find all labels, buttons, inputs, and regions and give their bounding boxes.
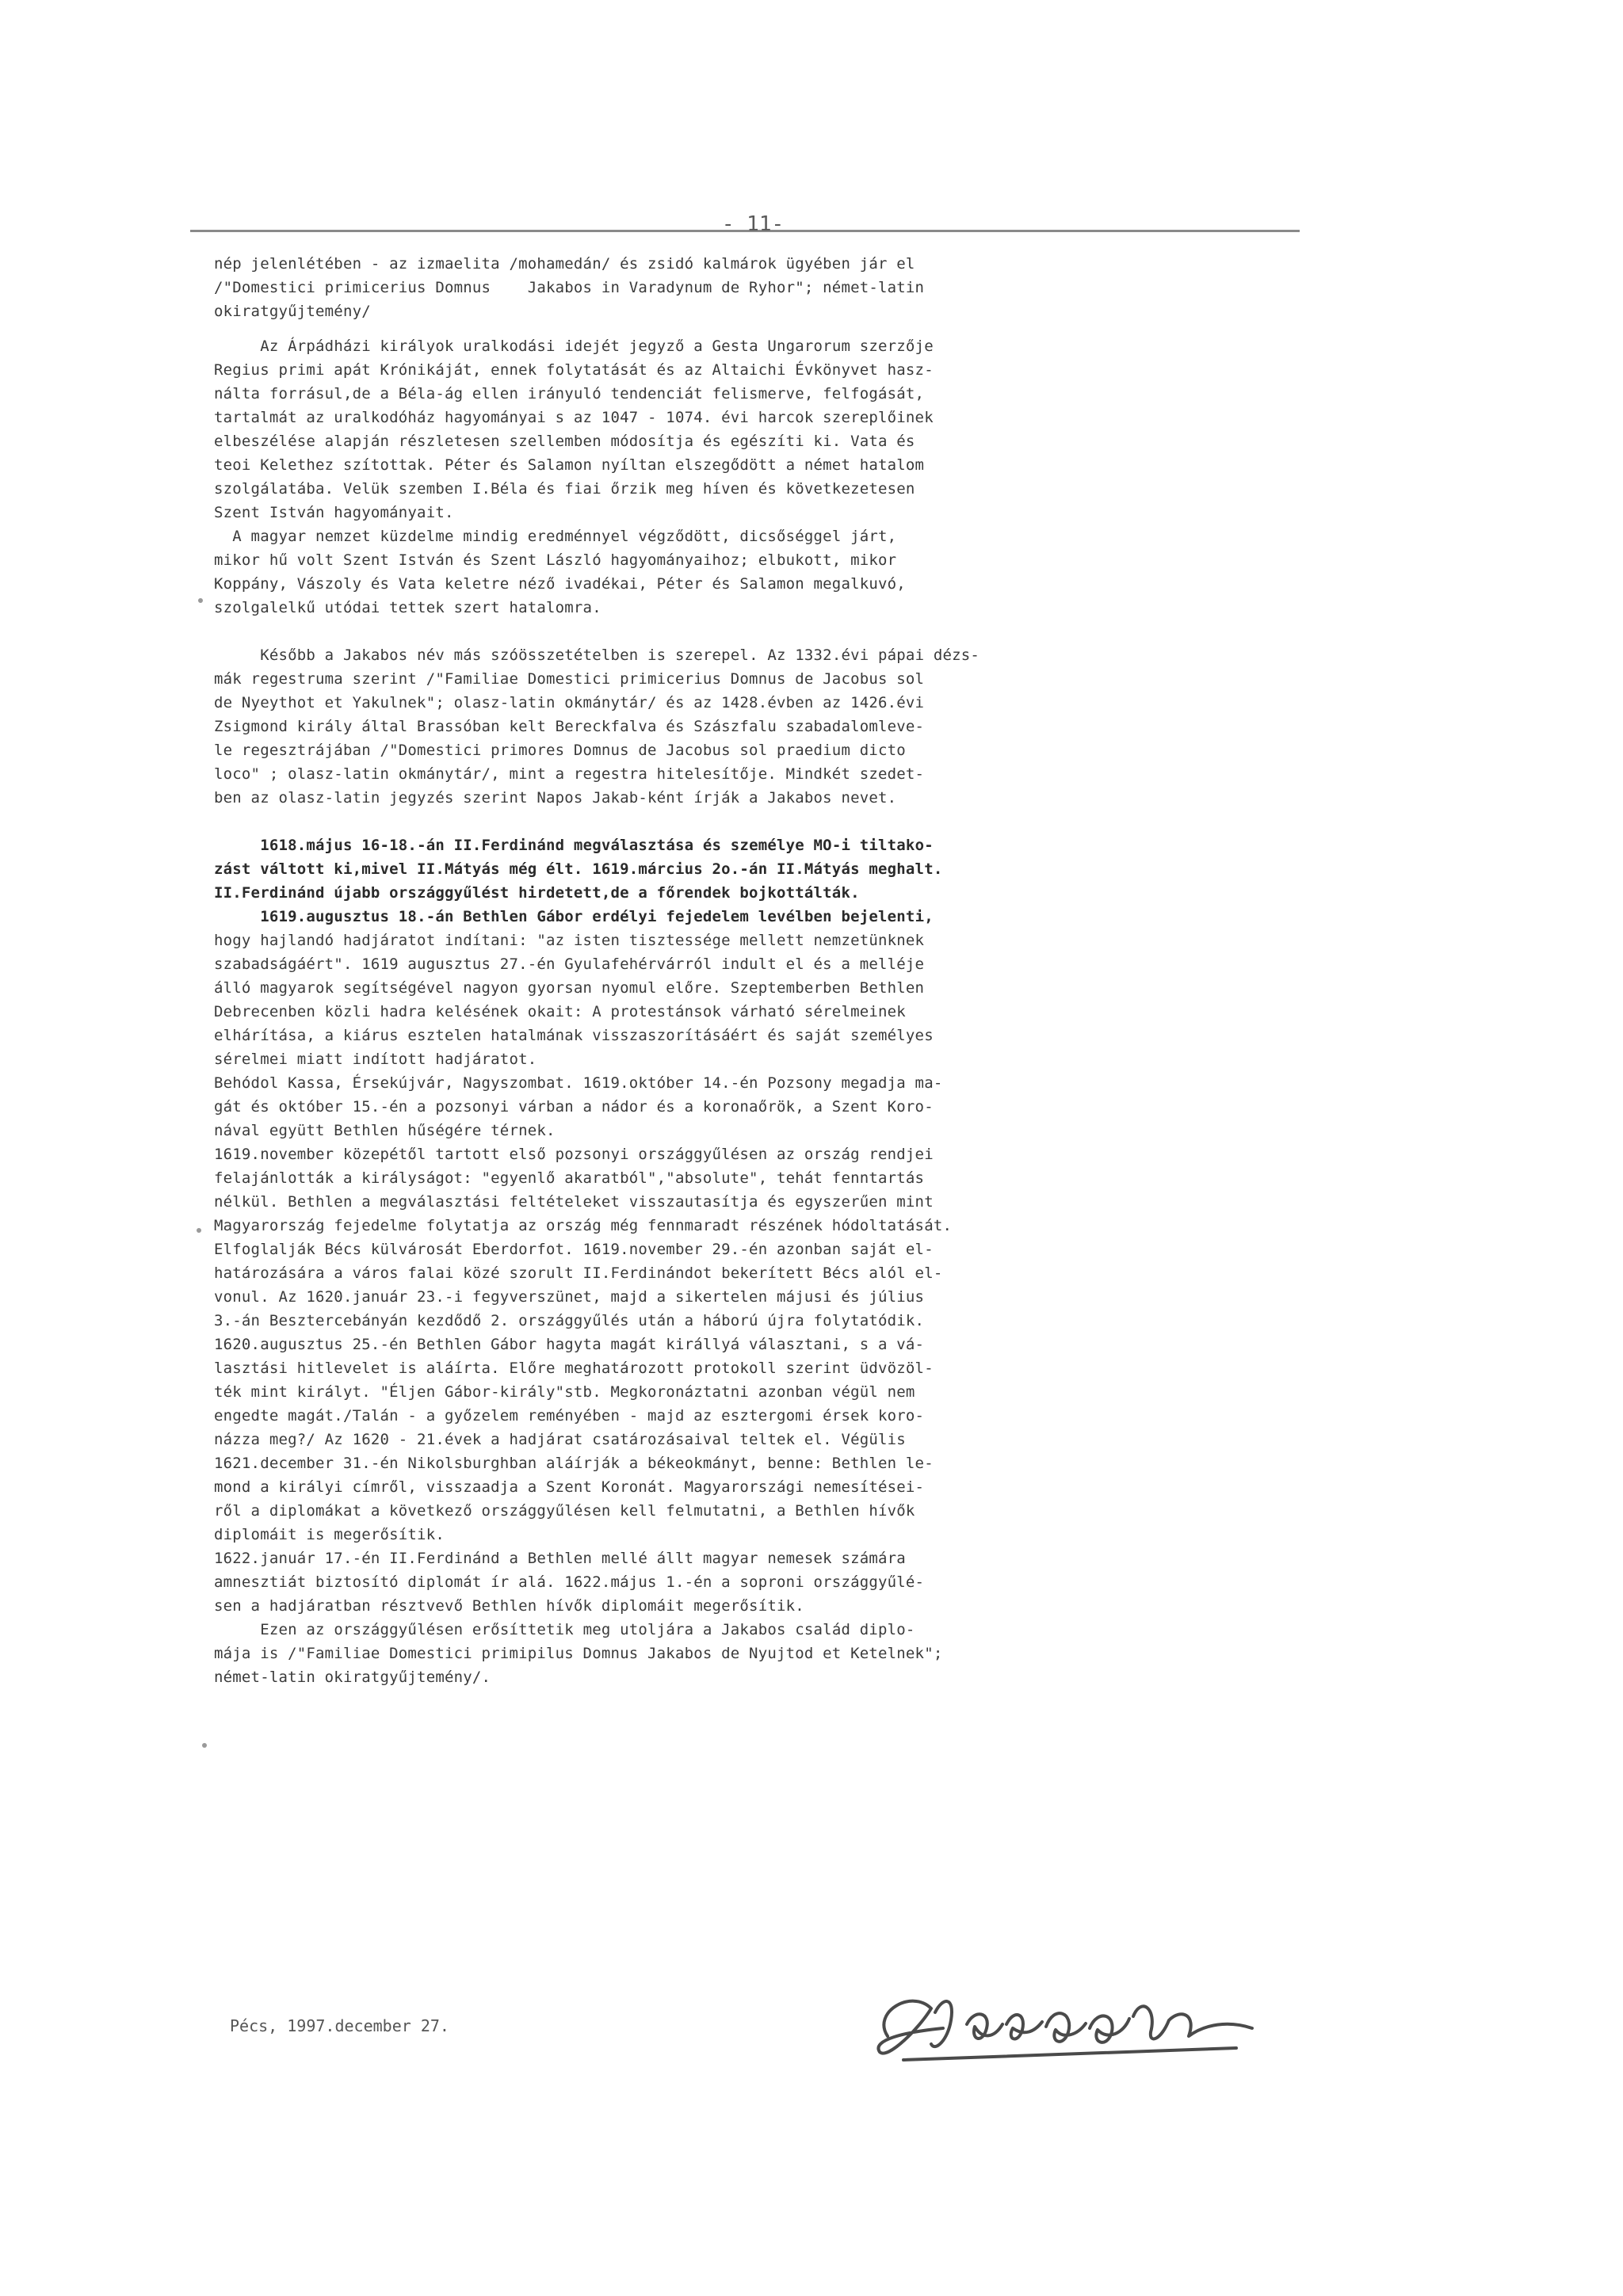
text-line: álló magyarok segítségével nagyon gyorsan nyomul előre. Szeptemberben Bethlen <box>214 979 925 997</box>
text-line: mák regestruma szerint /"Familiae Domestici primicerius Domnus de Jacobus sol <box>214 670 925 688</box>
text-line: szabadságáért". 1619 augusztus 27.-én Gyulafehérvárról indult el és a melléje <box>214 955 925 973</box>
text-line: 1619.november közepétől tartott első pozsonyi országgyűlésen az ország rendjei <box>214 1146 934 1163</box>
text-line: teoi Kelethez szítottak. Péter és Salamon nyíltan elszegődött a német hatalom <box>214 456 925 474</box>
text-line: 1622.január 17.-én II.Ferdinánd a Bethlen mellé állt magyar nemesek számára <box>214 1550 906 1567</box>
paragraph-1 <box>214 334 1292 620</box>
margin-mark <box>202 1743 207 1748</box>
handwritten-signature <box>856 1965 1268 2084</box>
text-line: gát és október 15.-én a pozsonyi várban a nádor és a koronaőrök, a Szent Koro- <box>214 1098 934 1116</box>
place-date: Pécs, 1997.december 27. <box>230 2016 449 2035</box>
text-line: 1620.augusztus 25.-én Bethlen Gábor hagyta magát királlyá választani, s a vá- <box>214 1336 925 1353</box>
text-line: Koppány, Vászoly és Vata keletre néző ivadékai, Péter és Salamon megalkuvó, <box>214 575 906 593</box>
text-line: zást váltott ki,mivel II.Mátyás még élt. 1619.március 2o.-án II.Mátyás meghalt. <box>214 860 943 878</box>
text-line: A magyar nemzet küzdelme mindig eredménnyel végződött, dicsőséggel járt, <box>214 528 897 545</box>
text-line: Regius primi apát Krónikáját, ennek folytatását és az Altaichi Évkönyvet hasz- <box>214 361 934 379</box>
text-line: Behódol Kassa, Érsekújvár, Nagyszombat. 1619.október 14.-én Pozsony megadja ma- <box>214 1074 943 1092</box>
text-line: mikor hű volt Szent István és Szent László hagyományaihoz; elbukott, mikor <box>214 551 897 569</box>
text-line: ték mint királyt. "Éljen Gábor-király"stb. Megkoronáztatni azonban végül nem <box>214 1383 915 1401</box>
text-line: határozására a város falai közé szorult II.Ferdinándot bekerített Bécs alól el- <box>214 1264 943 1282</box>
text-line: elbeszélése alapján részletesen szellemben módosítja és egészíti ki. Vata és <box>214 433 915 450</box>
text-line: engedte magát./Talán - a győzelem reményében - majd az esztergomi érsek koro- <box>214 1407 925 1425</box>
page-number: - 11- <box>721 212 785 236</box>
text-line: Ezen az országgyűlésen erősíttetik meg utoljára a Jakabos család diplo- <box>214 1621 915 1638</box>
text-line: 1618.május 16-18.-án II.Ferdinánd megválasztása és személye MO-i tiltako- <box>214 837 934 854</box>
text-line: Az Árpádházi királyok uralkodási idejét jegyző a Gesta Ungarorum szerzője <box>214 338 934 355</box>
text-line: szolgalelkű utódai tettek szert hatalomra. <box>214 599 601 616</box>
text-line: II.Ferdinánd újabb országgyűlést hirdetett,de a főrendek bojkottálták. <box>214 884 860 902</box>
margin-mark <box>197 1228 201 1233</box>
text-line: okiratgyűjtemény/ <box>214 303 371 320</box>
text-line: nálta forrásul,de a Béla-ág ellen irányuló tendenciát felismerve, felfogását, <box>214 385 925 402</box>
text-line: Debrecenben közli hadra kelésének okait: A protestánsok várható sérelmeinek <box>214 1003 906 1020</box>
paragraph-2 <box>214 643 1292 810</box>
text-line: német-latin okiratgyűjtemény/. <box>214 1669 491 1686</box>
paragraph-3 <box>214 833 1292 1689</box>
paragraph-0 <box>214 252 1292 323</box>
text-line: Elfoglalják Bécs külvárosát Eberdorfot. 1619.november 29.-én azonban saját el- <box>214 1241 934 1258</box>
text-line: de Nyeythot et Yakulnek"; olasz-latin okmánytár/ és az 1428.évben az 1426.évi <box>214 694 925 711</box>
text-line: /"Domestici primicerius Domnus Jakabos in Varadynum de Ryhor"; német-latin <box>214 279 925 296</box>
text-line: tartalmát az uralkodóház hagyományai s az 1047 - 1074. évi harcok szereplőinek <box>214 409 934 426</box>
document-body <box>214 252 1292 1689</box>
margin-mark <box>198 598 203 603</box>
text-line: le regesztrájában /"Domestici primores Domnus de Jacobus sol praedium dicto <box>214 742 906 759</box>
text-line: Később a Jakabos név más szóösszetételben is szerepel. Az 1332.évi pápai dézs- <box>214 646 980 664</box>
text-line: szolgálatába. Velük szemben I.Béla és fiai őrzik meg híven és következetesen <box>214 480 915 498</box>
text-line: Magyarország fejedelme folytatja az ország még fennmaradt részének hódoltatását. <box>214 1217 953 1234</box>
text-line: 1621.december 31.-én Nikolsburghban aláírják a békeokmányt, benne: Bethlen le- <box>214 1455 934 1472</box>
text-line: hogy hajlandó hadjáratot indítani: "az isten tisztessége mellett nemzetünknek <box>214 932 925 949</box>
text-line: amnesztiát biztosító diplomát ír alá. 1622.május 1.-én a soproni országgyűlé- <box>214 1573 925 1591</box>
text-line: Szent István hagyományait. <box>214 504 454 521</box>
text-line: 3.-án Besztercebányán kezdődő 2. országgyűlés után a háború újra folytatódik. <box>214 1312 925 1329</box>
text-line: felajánlották a királyságot: "egyenlő akaratból","absolute", tehát fenntartás <box>214 1169 925 1187</box>
text-line: diplomáit is megerősítik. <box>214 1526 445 1543</box>
text-line: nép jelenlétében - az izmaelita /mohamedán/ és zsidó kalmárok ügyében jár el <box>214 255 915 273</box>
text-line: nával együtt Bethlen hűségére térnek. <box>214 1122 556 1139</box>
text-line: mája is /"Familiae Domestici primipilus Domnus Jakabos de Nyujtod et Ketelnek"; <box>214 1645 943 1662</box>
text-line: mond a királyi címről, visszaadja a Szent Koronát. Magyarországi nemesítései- <box>214 1478 925 1496</box>
text-line: ben az olasz-latin jegyzés szerint Napos Jakab-ként írják a Jakabos nevet. <box>214 789 897 807</box>
text-line: elhárítása, a kiárus esztelen hatalmának visszaszorításáért és saját személyes <box>214 1027 934 1044</box>
text-line: lasztási hitlevelet is aláírta. Előre meghatározott protokoll szerint üdvözöl- <box>214 1360 934 1377</box>
text-line: Zsigmond király által Brassóban kelt Bereckfalva és Szászfalu szabadalomleve- <box>214 718 925 735</box>
text-line: vonul. Az 1620.január 23.-i fegyverszünet, majd a sikertelen májusi és július <box>214 1288 925 1306</box>
text-line: ről a diplomákat a következő országgyűlésen kell felmutatni, a Bethlen hívők <box>214 1502 915 1520</box>
text-line: sen a hadjáratban résztvevő Bethlen hívők diplomáit megerősítik. <box>214 1597 804 1615</box>
text-line: nélkül. Bethlen a megválasztási feltételeket visszautasítja és egyszerűen mint <box>214 1193 934 1211</box>
text-line: loco" ; olasz-latin okmánytár/, mint a regestra hitelesítője. Mindkét szedet- <box>214 765 925 783</box>
text-line: sérelmei miatt indított hadjáratot. <box>214 1051 537 1068</box>
text-line: 1619.augusztus 18.-án Bethlen Gábor erdélyi fejedelem levélben bejelenti, <box>214 908 934 925</box>
text-line: názza meg?/ Az 1620 - 21.évek a hadjárat csatározásaival teltek el. Végülis <box>214 1431 906 1448</box>
